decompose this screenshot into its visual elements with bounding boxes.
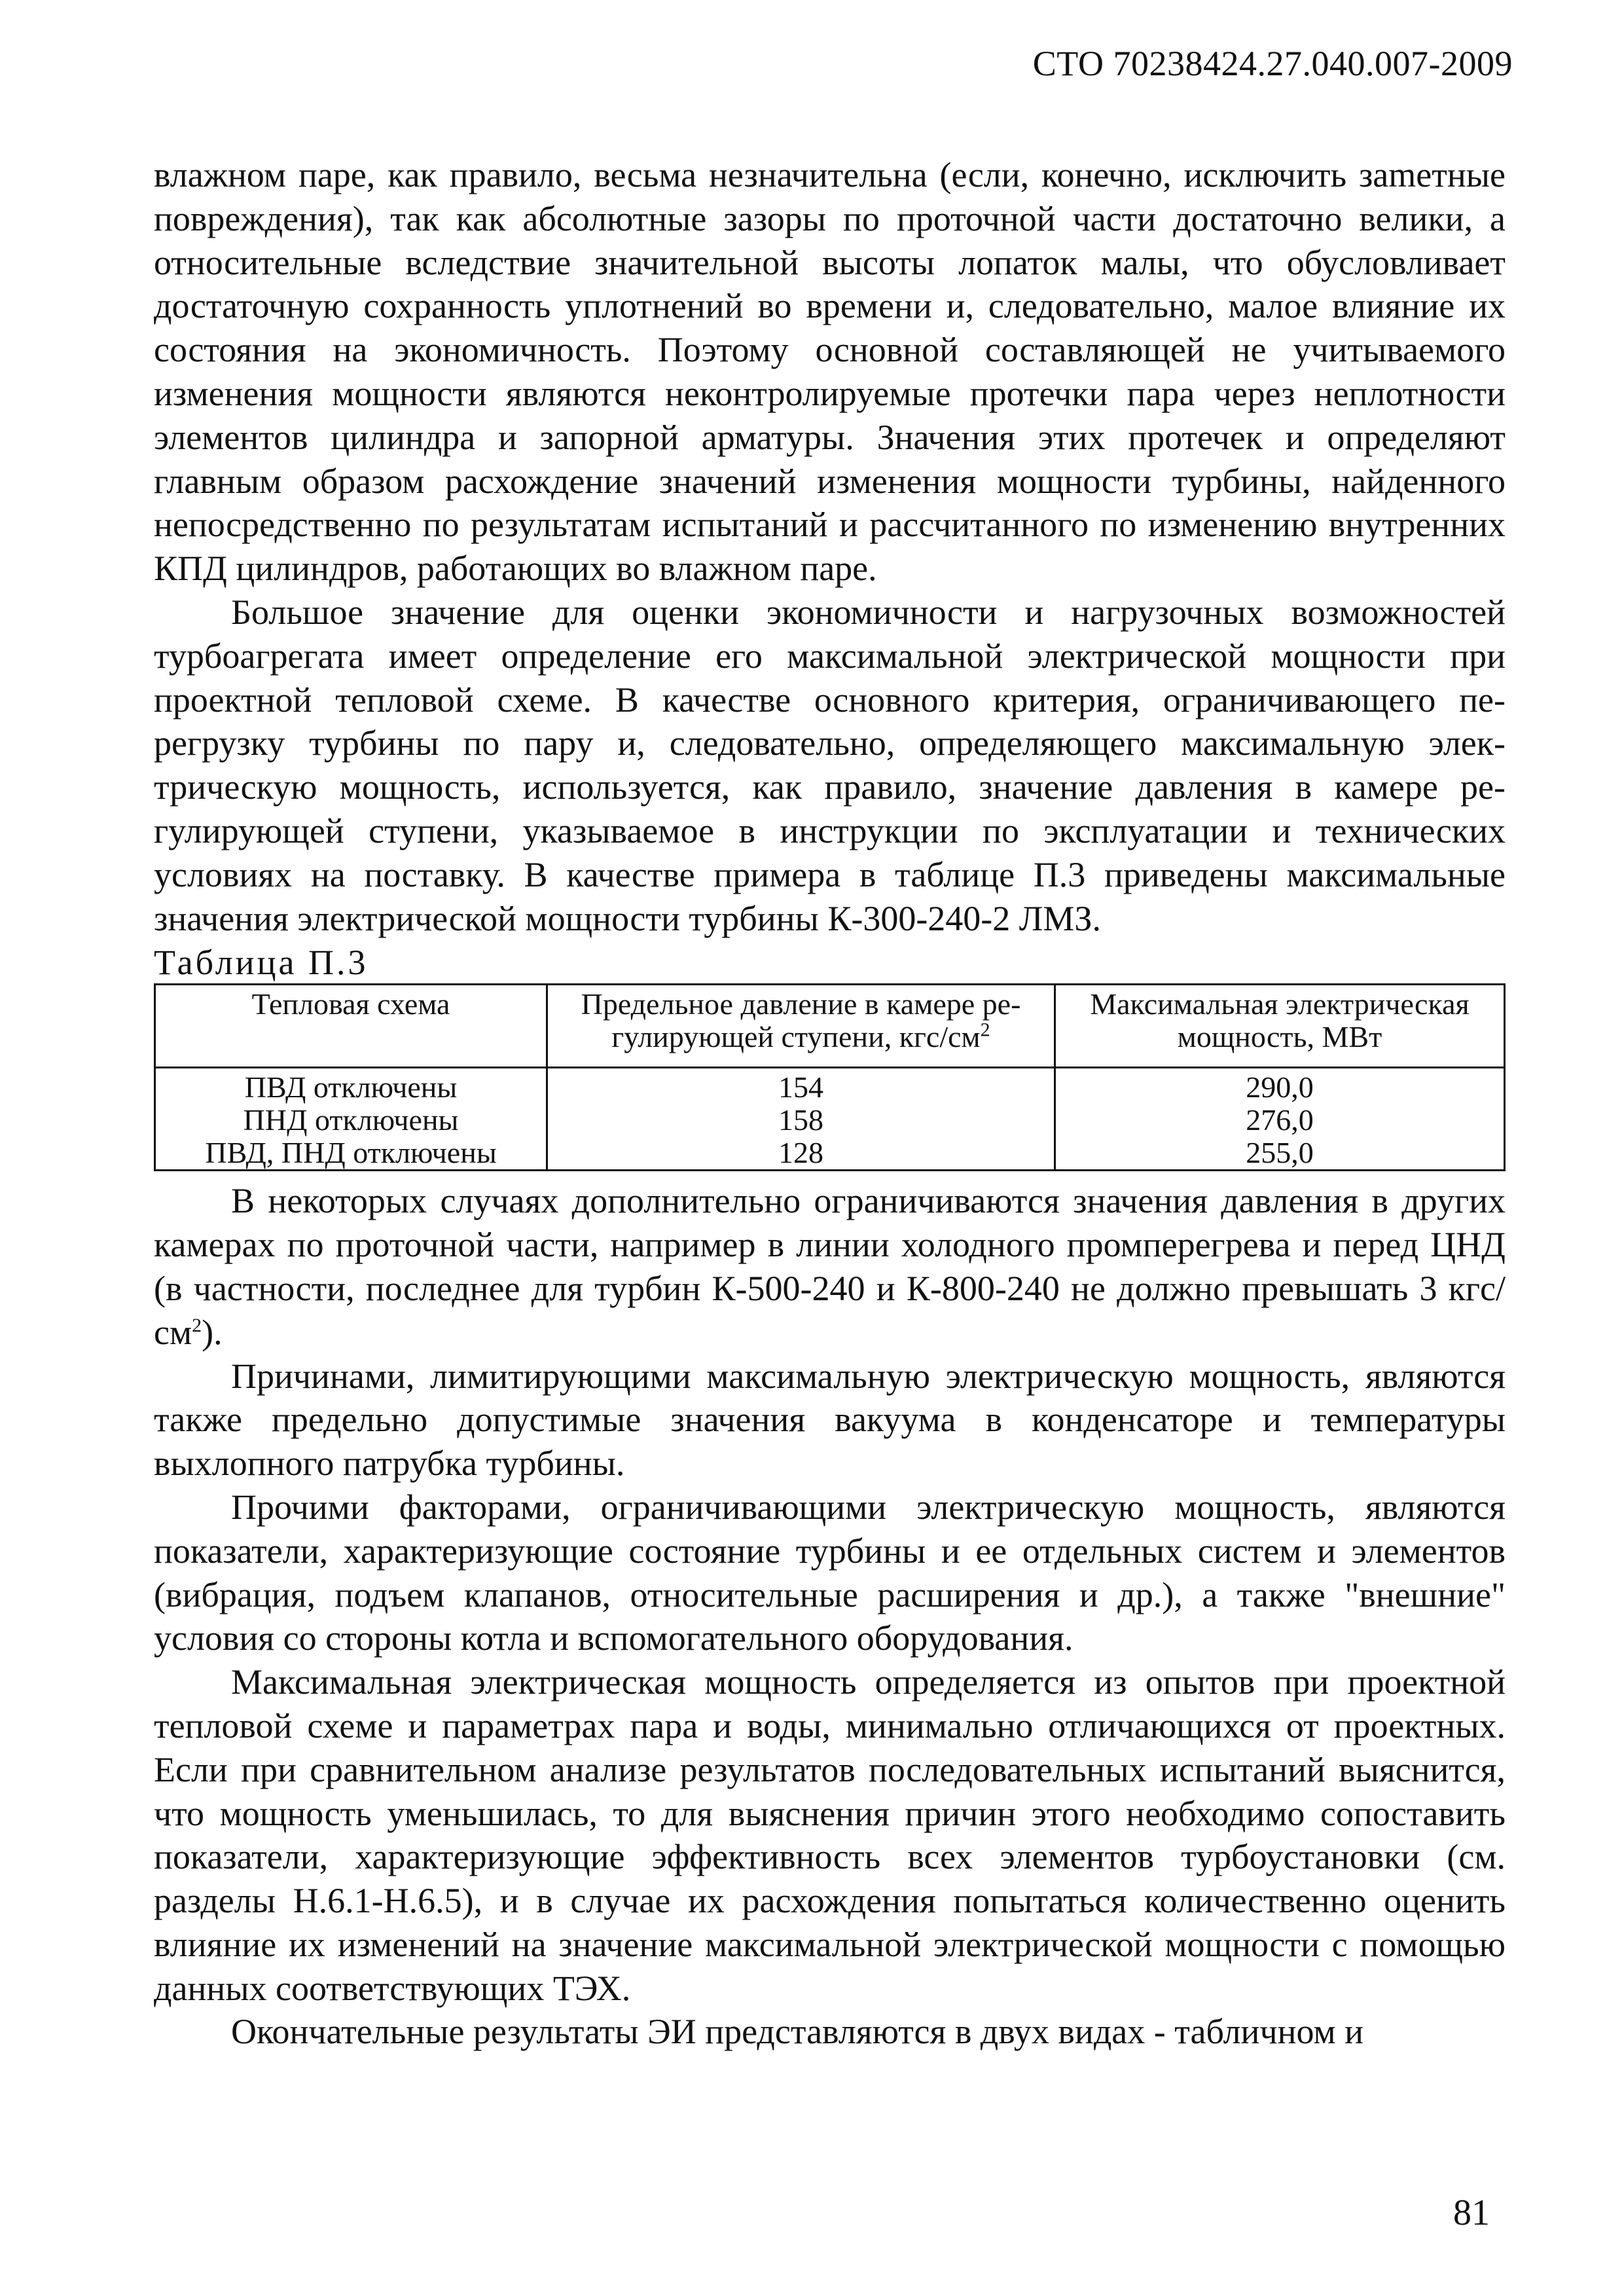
table-header-row bbox=[155, 985, 1505, 1068]
cell-pressure: 154 bbox=[547, 1068, 1055, 1104]
cell-power: 255,0 bbox=[1055, 1137, 1504, 1171]
table-caption: Таблица П.3 bbox=[154, 943, 369, 983]
table-row bbox=[155, 1137, 1505, 1171]
cell-scheme: ПНД отключены bbox=[155, 1104, 547, 1137]
paragraph-continuation: влажном паре, как правило, весьма незначительна (если, конечно, исключить заmетные повреждения), так как абсолютные зазоры по проточной части достаточно велики, а относительные вследствие значительной высоты лопаток малы, что обусловливает достаточную сохранность уплотнений во времени и, следовательно, малое влияние их состояния на экономичность. Поэтому основной составляющей не учитываемого изменения мощности являются неконтролируемые протечки пара через неплотности элементов цилиндра и запорной арматуры. Значения этих протечек и определяют главным образом расхождение значений изменения мощности турбины, найденного непосредственно по результатам испытаний и рассчитанного по изменению внутренних КПД цилиндров, работающих во влажном паре. bbox=[154, 155, 1506, 589]
document-code-header: СТО 70238424.27.040.007-2009 bbox=[1032, 44, 1513, 83]
page-number: 81 bbox=[1453, 2193, 1490, 2233]
page-content bbox=[154, 153, 1506, 2054]
paragraph-limiting-causes: Причинами, лимитирующими максимальную электрическую мощность, являются также предельно допустимые значения вакуума в конденсаторе и температуры выхлопного патрубка турбины. bbox=[154, 1356, 1506, 1484]
cell-power: 276,0 bbox=[1055, 1104, 1504, 1137]
header-max-power: Максимальная электрическая мощность, МВт bbox=[1055, 985, 1504, 1068]
cell-power: 290,0 bbox=[1055, 1068, 1504, 1104]
paragraph-max-power-determination: Максимальная электрическая мощность определяется из опытов при проектной тепловой схеме и параметрах пара и воды, минимально отличающихся от проектных. Если при сравнительном анализе результатов последовательных испытаний выяснится, что мощность уменьшилась, то для выяснения причин этого необходимо сопоставить показатели, характеризующие эффективность всех элементов турбоустановки (см. разделы Н.6.1-Н.6.5), и в случае их расхождения попытаться количественно оценить влияние их изменений на значение максимальной электрической мощности с помощью данных соответствующих ТЭХ. bbox=[154, 1662, 1506, 2008]
cell-pressure: 158 bbox=[547, 1104, 1055, 1137]
paragraph-other-chambers: В некоторых случаях дополнительно ограничиваются значения давления в других камерах по проточной части, например в линии холодного промперегрева и перед ЦНД (в частности, последнее для турбин К-500-240 и К-800-240 не должно превышать 3 кгс/$см^2$). bbox=[154, 1181, 1506, 1352]
header-thermal-scheme: Тепловая схема bbox=[155, 985, 547, 1068]
paragraph-final-results: Окончательные результаты ЭИ представляются в двух видах - табличном и bbox=[231, 2012, 1364, 2052]
header-pressure-limit: Предельное давление в камере регулирующей ступени, кгс/$см^2$ bbox=[547, 985, 1055, 1068]
paragraph-other-factors: Прочими факторами, ограничивающими электрическую мощность, являются показатели, характеризующие состояние турбины и ее отдельных систем и элементов (вибрация, подъем клапанов, относительные расширения и др.), а также "внешние" условия со стороны котла и вспомогательного оборудования. bbox=[154, 1487, 1506, 1658]
table-row bbox=[155, 1068, 1505, 1104]
cell-scheme: ПВД отключены bbox=[155, 1068, 547, 1104]
paragraph-max-power-intro: Большое значение для оценки экономичности и нагрузочных возможностей турбоагрегата имеет определение его максимальной электрической мощности при проектной тепловой схеме. В качестве основного критерия, ограничивающего перегрузку турбины по пару и, следовательно, определяющего максимальную электрическую мощность, используется, как правило, значение давления в камере регулирующей ступени, указываемое в инструкции по эксплуатации и технических условиях на поставку. В качестве примера в таблице П.3 приведены максимальные значения электрической мощности турбины К-300-240-2 ЛМЗ. bbox=[154, 592, 1506, 938]
cell-pressure: 128 bbox=[547, 1137, 1055, 1171]
max-power-table bbox=[154, 983, 1506, 1171]
cell-scheme: ПВД, ПНД отключены bbox=[155, 1137, 547, 1171]
table-row bbox=[155, 1104, 1505, 1137]
